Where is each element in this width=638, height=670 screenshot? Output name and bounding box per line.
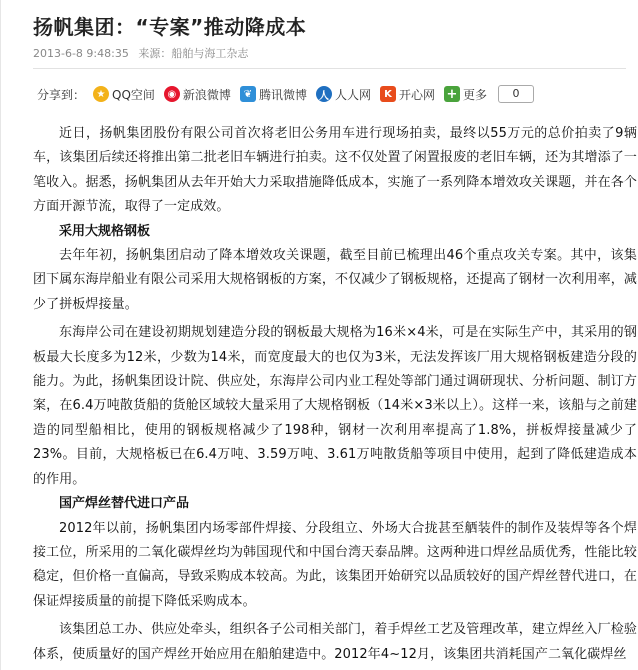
tencent-weibo-icon: ❦ [240,86,256,102]
share-kaixin[interactable] [380,86,435,103]
divider [33,68,626,69]
share-bar [37,84,534,104]
share-kaixin-label: 开心网 [398,87,435,102]
share-more[interactable] [444,86,487,103]
paragraph: 东海岸公司在建设初期规划建造分段的钢板最大规格为16米×4米，可是在实际生产中，其采用的钢板最大长度多为12米，少数为14米，而宽度最大的也仅为3米，无法发挥该厂用大规格钢板建造分段的能力。为此，扬帆集团设计院、供应处，东海岸公司内业工程处等部门通过调研现状、分析问题、制订方案，在6.4万吨散货船的货舱区域较大量采用了大规格钢板（14米×3米以上）。这样一来，该船与之前建造的同型船相比，使用的钢板规格减少了198种，钢材一次利用率提高了1.8%，拼板焊接量减少了23%。目前，大规格板已在6.4万吨、3.59万吨、3.61万吨散货船等项目中使用，起到了降低建造成本的作用。 [33,325,637,487]
paragraph: 2012年以前，扬帆集团内场零部件焊接、分段组立、外场大合拢甚至舾装件的制作及装焊等各个焊接工位，所采用的二氧化碳焊丝均为韩国现代和中国台湾天泰品牌。这两种进口焊丝品质优秀，性能比较稳定，但价格一直偏高，导致采购成本较高。为此，该集团开始研究以品质较好的国产焊丝替代进口，在保证焊接质量的前提下降低采购成本。 [33,520,637,609]
article-body [33,122,637,667]
kaixin-icon: K [380,86,396,102]
share-tencent-weibo[interactable] [240,86,307,103]
source-link[interactable]: 船舶与海工杂志 [171,47,249,60]
share-more-label: 更多 [462,87,487,102]
paragraph: 近日，扬帆集团股份有限公司首次将老旧公务用车进行现场拍卖，最终以55万元的总价拍卖了9辆车，该集团后续还将推出第二批老旧车辆进行拍卖。这不仅处置了闲置报废的老旧车辆，还为其增添了一笔收入。据悉，扬帆集团从去年开始大力采取措施降低成本，实施了一系列降本增效攻关课题，并在各个方面开源节流，取得了一定成效。 [33,126,637,215]
paragraph: 该集团总工办、供应处牵头，组织各子公司相关部门，着手焊丝工艺及管理改革，建立焊丝入厂检验体系，使质量好的国产焊丝开始应用在船舶建造中。2012年4~12月，该集团共消耗国产二氧化碳焊丝 [33,622,637,662]
section-heading: 采用大规格钢板 [59,223,151,239]
share-tencent-weibo-label: 腾讯微博 [258,87,307,102]
share-renren-label: 人人网 [334,87,371,102]
share-qq-zone[interactable] [93,86,155,103]
article-title: 扬帆集团：“专案”推动降成本 [33,15,307,39]
share-qq-zone-label: QQ空间 [112,87,155,102]
share-renren[interactable] [316,86,371,103]
publish-date: 2013-6-8 9:48:35 [33,47,129,60]
section-heading: 国产焊丝替代进口产品 [59,496,190,512]
more-plus-icon: + [444,86,460,102]
share-sina-weibo[interactable] [164,86,231,103]
share-count[interactable]: 0 [498,85,534,103]
article-meta [33,45,254,61]
source-label: 来源： [138,47,172,60]
paragraph: 去年年初，扬帆集团启动了降本增效攻关课题，截至目前已梳理出46个重点攻关专案。其中，该集团下属东海岸船业有限公司采用大规格钢板的方案，不仅减少了钢板规格，还提高了钢材一次利用率，减少了拼板焊接量。 [33,248,637,312]
share-sina-weibo-label: 新浪微博 [182,87,231,102]
qq-zone-icon: ★ [93,86,109,102]
share-label: 分享到： [37,87,86,102]
sina-weibo-icon: ◉ [164,86,180,102]
renren-icon: 人 [316,86,332,102]
